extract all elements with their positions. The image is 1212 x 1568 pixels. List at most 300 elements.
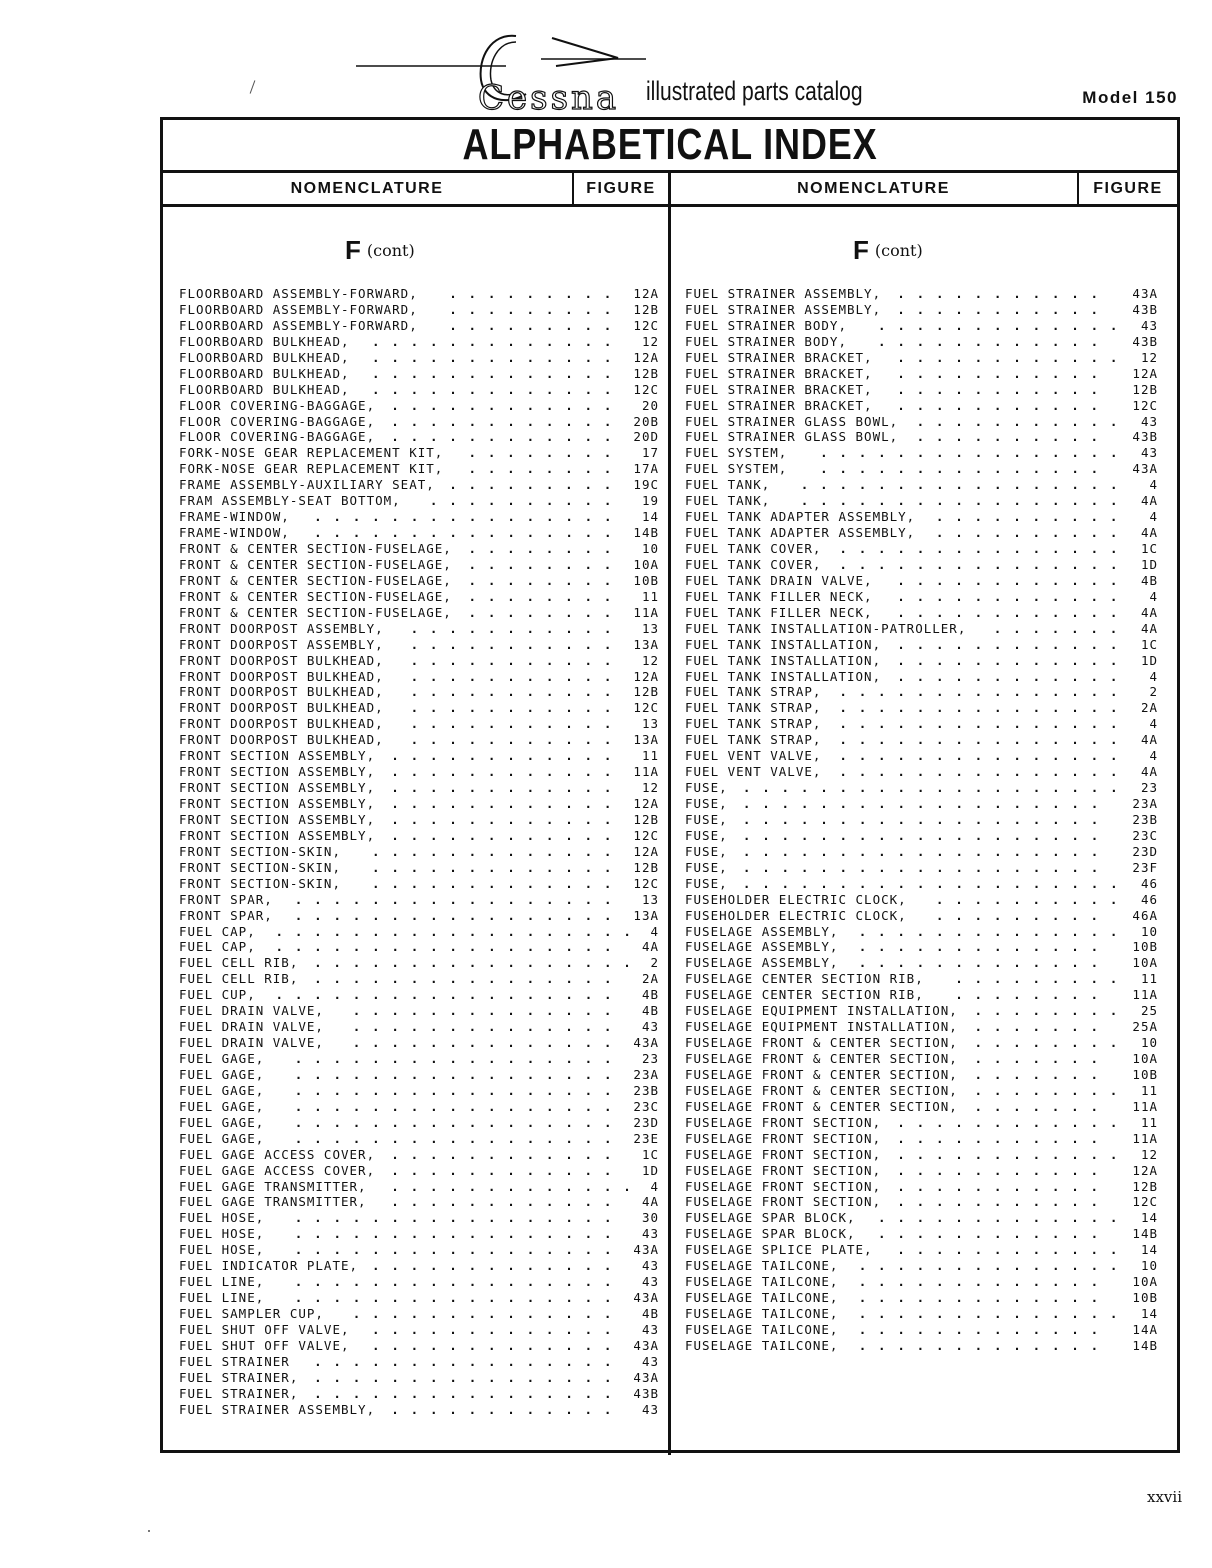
- index-entry: [179, 748, 659, 764]
- leader-dots: .................: [294, 1098, 624, 1114]
- entry-nomenclature: FUSELAGE FRONT & CENTER SECTION,: [685, 1051, 958, 1066]
- entry-nomenclature: FUEL TANK COVER,: [685, 556, 822, 572]
- entry-figure: 23E: [633, 1130, 659, 1146]
- entry-figure: 10A: [1132, 1274, 1158, 1290]
- leader-dots: ............: [391, 780, 624, 796]
- entry-nomenclature: FUSELAGE ASSEMBLY,: [685, 939, 839, 955]
- entry-figure: 14B: [1132, 1337, 1158, 1353]
- entry-figure: 12: [641, 780, 659, 796]
- entry-nomenclature: FUSELAGE TAILCONE,: [685, 1321, 839, 1337]
- entry-nomenclature: FUEL STRAINER BRACKET,: [685, 381, 873, 397]
- leader-dots: .................: [294, 1210, 624, 1226]
- index-entry: [685, 461, 1158, 477]
- leader-dots: ............: [897, 636, 1130, 652]
- leader-dots: .............: [858, 1274, 1110, 1290]
- leader-dots: ............: [391, 429, 624, 445]
- entry-figure: 12A: [1132, 1162, 1158, 1178]
- leader-dots: .........: [449, 477, 624, 493]
- entry-figure: 12: [1140, 1146, 1158, 1162]
- index-entry: [685, 971, 1158, 987]
- index-entry: [179, 493, 659, 509]
- leader-dots: ........: [468, 445, 624, 461]
- entry-nomenclature: FRONT & CENTER SECTION-FUSELAGE,: [179, 588, 452, 604]
- index-entry: [685, 1035, 1158, 1051]
- leader-dots: .............: [858, 955, 1110, 971]
- index-entry: [685, 621, 1158, 637]
- leader-dots: ...........: [410, 668, 624, 684]
- index-entry: [179, 1163, 659, 1179]
- right-nomenclature-header: NOMENCLATURE: [797, 180, 950, 197]
- index-entry: [685, 780, 1158, 796]
- entry-nomenclature: FRONT & CENTER SECTION-FUSELAGE,: [179, 604, 452, 620]
- entry-nomenclature: FRAM ASSEMBLY-SEAT BOTTOM,: [179, 493, 401, 509]
- entry-nomenclature: FUEL GAGE,: [179, 1051, 265, 1066]
- entry-figure: 4A: [1140, 525, 1158, 541]
- entry-nomenclature: FUEL GAGE,: [179, 1066, 265, 1082]
- leader-dots: .......: [974, 1098, 1110, 1114]
- entry-nomenclature: FRONT & CENTER SECTION-FUSELAGE,: [179, 572, 452, 588]
- entry-figure: 46A: [1132, 907, 1158, 923]
- leader-dots: .........: [449, 286, 624, 301]
- entry-figure: 4: [1149, 477, 1158, 493]
- entry-nomenclature: FUEL SHUT OFF VALVE,: [179, 1321, 350, 1337]
- column-divider: [668, 173, 671, 1455]
- index-entry: [179, 1115, 659, 1131]
- right-section-note: (cont): [874, 241, 923, 260]
- entry-figure: 23: [1140, 780, 1158, 796]
- entry-figure: 17: [641, 445, 659, 461]
- entry-nomenclature: FUSEHOLDER ELECTRIC CLOCK,: [685, 907, 907, 923]
- index-entry: [179, 955, 659, 971]
- index-entry: [685, 1003, 1158, 1019]
- entry-figure: 12A: [633, 286, 659, 301]
- leader-dots: .............: [372, 843, 624, 859]
- leader-dots: ................: [314, 1353, 624, 1369]
- index-entry: [179, 286, 659, 302]
- entry-figure: 12B: [633, 684, 659, 700]
- leader-dots: ..........: [935, 525, 1130, 541]
- entry-nomenclature: FUSELAGE TAILCONE,: [685, 1337, 839, 1353]
- entry-nomenclature: FUEL SAMPLER CUP,: [179, 1306, 324, 1321]
- entry-figure: 4: [1149, 509, 1158, 525]
- entry-nomenclature: FUSELAGE FRONT & CENTER SECTION,: [685, 1035, 958, 1051]
- leader-dots: ...........: [410, 636, 624, 652]
- index-entry: [179, 939, 659, 955]
- leader-dots: .................: [294, 1274, 624, 1290]
- entry-figure: 17A: [633, 461, 659, 477]
- index-entry: [179, 557, 659, 573]
- leader-dots: ....................: [742, 780, 1130, 796]
- index-entry: [179, 445, 659, 461]
- leader-dots: ...............: [839, 700, 1130, 716]
- entry-nomenclature: FUSELAGE SPLICE PLATE,: [685, 1242, 873, 1258]
- entry-figure: 23B: [633, 1082, 659, 1098]
- index-entry: [179, 844, 659, 860]
- entry-figure: 25: [1140, 1003, 1158, 1019]
- entry-nomenclature: FLOOR COVERING-BAGGAGE,: [179, 397, 376, 413]
- leader-dots: ..........: [916, 429, 1110, 445]
- index-entry: [685, 1290, 1158, 1306]
- leader-dots: ............: [391, 827, 624, 843]
- index-entry: [685, 1131, 1158, 1147]
- index-entry: [685, 669, 1158, 685]
- entry-nomenclature: FUEL TANK DRAIN VALVE,: [685, 572, 873, 588]
- index-entry: [685, 477, 1158, 493]
- entry-figure: 14A: [1132, 1321, 1158, 1337]
- index-entry: [685, 1099, 1158, 1115]
- index-entry: [179, 525, 659, 541]
- index-entry: [685, 1179, 1158, 1195]
- index-entry: [685, 796, 1158, 812]
- index-entry: [685, 1067, 1158, 1083]
- index-entry: [685, 812, 1158, 828]
- entry-nomenclature: FUEL HOSE,: [179, 1226, 265, 1242]
- entry-figure: 10B: [1132, 939, 1158, 955]
- entry-figure: 2: [650, 955, 659, 971]
- entry-nomenclature: FLOORBOARD ASSEMBLY-FORWARD,: [179, 301, 418, 317]
- brand-wordmark: Cessna: [478, 78, 620, 118]
- entry-nomenclature: FUEL LINE,: [179, 1274, 265, 1290]
- index-entry: [179, 302, 659, 318]
- entry-nomenclature: FUSE,: [685, 827, 728, 843]
- entry-figure: 43B: [633, 1385, 659, 1401]
- entry-nomenclature: FRONT DOORPOST BULKHEAD,: [179, 716, 384, 732]
- entry-nomenclature: FUEL TANK STRAP,: [685, 684, 822, 700]
- leader-dots: ............: [391, 1146, 624, 1162]
- entry-nomenclature: FUSELAGE FRONT SECTION,: [685, 1194, 882, 1210]
- leader-dots: ..............: [352, 1003, 624, 1019]
- right-index-list: [685, 286, 1158, 1354]
- index-entry: [685, 334, 1158, 350]
- entry-figure: 12A: [633, 349, 659, 365]
- entry-nomenclature: FUEL DRAIN VALVE,: [179, 1003, 324, 1019]
- entry-nomenclature: FUEL TANK COVER,: [685, 541, 822, 556]
- index-entry: [685, 414, 1158, 430]
- entry-figure: 30: [641, 1210, 659, 1226]
- entry-nomenclature: FLOORBOARD ASSEMBLY-FORWARD,: [179, 317, 418, 333]
- entry-nomenclature: FUSE,: [685, 859, 728, 875]
- entry-nomenclature: FUEL STRAINER BRACKET,: [685, 365, 873, 381]
- entry-nomenclature: FRONT SECTION-SKIN,: [179, 875, 341, 891]
- index-entry: [685, 876, 1158, 892]
- entry-figure: 1C: [1140, 636, 1158, 652]
- index-entry: [685, 541, 1158, 557]
- index-entry: [685, 605, 1158, 621]
- entry-nomenclature: FUEL CELL RIB,: [179, 971, 299, 987]
- leader-dots: ...........: [410, 652, 624, 668]
- entry-nomenclature: FUEL CELL RIB,: [179, 955, 299, 971]
- index-entry: [179, 334, 659, 350]
- index-entry: [179, 350, 659, 366]
- leader-dots: ................: [314, 1385, 624, 1401]
- leader-dots: ...............: [839, 556, 1130, 572]
- index-entry: [685, 1210, 1158, 1226]
- entry-figure: 19C: [633, 477, 659, 493]
- entry-nomenclature: FUEL STRAINER ASSEMBLY,: [685, 286, 882, 301]
- leader-dots: .............: [858, 1290, 1110, 1306]
- entry-figure: 12B: [1132, 381, 1158, 397]
- entry-nomenclature: FLOORBOARD BULKHEAD,: [179, 381, 350, 397]
- leader-dots: ...........: [410, 700, 624, 716]
- leader-dots: ............: [878, 1226, 1110, 1242]
- index-entry: [179, 1019, 659, 1035]
- entry-figure: 12C: [1132, 1194, 1158, 1210]
- leader-dots: ...........: [410, 684, 624, 700]
- index-entry: [179, 892, 659, 908]
- entry-nomenclature: FRAME-WINDOW,: [179, 525, 290, 541]
- index-entry: [179, 684, 659, 700]
- index-entry: [685, 1242, 1158, 1258]
- leader-dots: .......: [974, 1051, 1110, 1066]
- entry-figure: 43A: [633, 1290, 659, 1306]
- entry-nomenclature: FUEL VENT VALVE,: [685, 764, 822, 780]
- leader-dots: ...............: [839, 764, 1130, 780]
- entry-nomenclature: FUSELAGE FRONT SECTION,: [685, 1178, 882, 1194]
- entry-figure: 14: [1140, 1306, 1158, 1321]
- index-entry: [179, 971, 659, 987]
- entry-nomenclature: FUEL TANK INSTALLATION,: [685, 636, 882, 652]
- entry-nomenclature: FUSELAGE TAILCONE,: [685, 1306, 839, 1321]
- leader-dots: ...............: [839, 684, 1130, 700]
- entry-figure: 10A: [633, 556, 659, 572]
- entry-nomenclature: FRONT SECTION ASSEMBLY,: [179, 827, 376, 843]
- entry-nomenclature: FRONT & CENTER SECTION-FUSELAGE,: [179, 541, 452, 556]
- index-entry: [685, 429, 1158, 445]
- entry-figure: 43: [641, 1274, 659, 1290]
- entry-figure: 19: [641, 493, 659, 509]
- leader-dots: ...............: [839, 732, 1130, 748]
- entry-nomenclature: FRONT DOORPOST ASSEMBLY,: [179, 636, 384, 652]
- entry-nomenclature: FRONT DOORPOST BULKHEAD,: [179, 732, 384, 748]
- index-entry: [685, 908, 1158, 924]
- index-entry: [179, 653, 659, 669]
- leader-dots: ........: [468, 556, 624, 572]
- entry-nomenclature: FRONT SPAR,: [179, 891, 273, 907]
- leader-dots: ..................: [275, 939, 624, 955]
- entry-nomenclature: FUSELAGE ASSEMBLY,: [685, 955, 839, 971]
- entry-nomenclature: FUEL DRAIN VALVE,: [179, 1035, 324, 1051]
- leader-dots: .................: [314, 955, 643, 971]
- leader-dots: ............: [897, 668, 1130, 684]
- index-entry: [685, 557, 1158, 573]
- entry-nomenclature: FRONT SECTION-SKIN,: [179, 843, 341, 859]
- leader-dots: ...............: [839, 748, 1130, 764]
- leader-dots: .................: [800, 477, 1130, 493]
- leader-dots: ................: [314, 509, 624, 525]
- entry-nomenclature: FUEL TANK INSTALLATION,: [685, 652, 882, 668]
- entry-figure: 12: [1140, 349, 1158, 365]
- index-entry: [179, 1274, 659, 1290]
- entry-figure: 43: [1140, 445, 1158, 461]
- leader-dots: ..........: [935, 509, 1130, 525]
- entry-figure: 4A: [1140, 604, 1158, 620]
- entry-nomenclature: FUSELAGE FRONT SECTION,: [685, 1114, 882, 1130]
- entry-figure: 11A: [1132, 987, 1158, 1003]
- entry-figure: 43: [641, 1226, 659, 1242]
- entry-nomenclature: FUEL STRAINER BODY,: [685, 317, 847, 333]
- entry-nomenclature: FRONT SECTION ASSEMBLY,: [179, 748, 376, 764]
- entry-nomenclature: FUEL TANK FILLER NECK,: [685, 588, 873, 604]
- entry-nomenclature: FUEL GAGE TRANSMITTER,: [179, 1178, 367, 1194]
- entry-nomenclature: FRONT SPAR,: [179, 907, 273, 923]
- entry-nomenclature: FRONT DOORPOST BULKHEAD,: [179, 700, 384, 716]
- leader-dots: ...........: [897, 286, 1110, 301]
- entry-nomenclature: FUEL STRAINER,: [179, 1385, 299, 1401]
- index-entry: [685, 1051, 1158, 1067]
- leader-dots: ................: [314, 1369, 624, 1385]
- entry-figure: 23A: [633, 1066, 659, 1082]
- leader-dots: ........: [468, 588, 624, 604]
- entry-nomenclature: FUEL TANK ADAPTER ASSEMBLY,: [685, 509, 916, 525]
- entry-figure: 4A: [641, 939, 659, 955]
- index-entry: [179, 382, 659, 398]
- index-entry: [685, 509, 1158, 525]
- index-entry: [685, 716, 1158, 732]
- entry-nomenclature: FORK-NOSE GEAR REPLACEMENT KIT,: [179, 461, 444, 477]
- index-entry: [179, 1051, 659, 1067]
- index-entry: [685, 302, 1158, 318]
- index-entry: [685, 732, 1158, 748]
- index-entry: [179, 366, 659, 382]
- entry-nomenclature: FUSELAGE TAILCONE,: [685, 1258, 839, 1274]
- index-entry: [685, 366, 1158, 382]
- index-entry: [685, 1019, 1158, 1035]
- entry-nomenclature: FLOORBOARD BULKHEAD,: [179, 333, 350, 349]
- entry-nomenclature: FRONT SECTION ASSEMBLY,: [179, 780, 376, 796]
- leader-dots: ............: [391, 1401, 624, 1417]
- leader-dots: .......: [974, 1066, 1110, 1082]
- entry-nomenclature: FRONT DOORPOST BULKHEAD,: [179, 668, 384, 684]
- entry-figure: 43: [641, 1353, 659, 1369]
- entry-figure: 23: [641, 1051, 659, 1066]
- entry-nomenclature: FRONT DOORPOST ASSEMBLY,: [179, 620, 384, 636]
- entry-nomenclature: FUEL STRAINER GLASS BOWL,: [685, 429, 899, 445]
- leader-dots: ...................: [742, 796, 1111, 811]
- index-frame: [160, 117, 1180, 1453]
- leader-dots: ............: [391, 1162, 624, 1178]
- entry-figure: 23B: [1132, 811, 1158, 827]
- entry-figure: 43A: [1132, 286, 1158, 301]
- entry-nomenclature: FUEL TANK FILLER NECK,: [685, 604, 873, 620]
- leader-dots: ............: [391, 1194, 624, 1210]
- leader-dots: .................: [294, 1051, 624, 1066]
- index-entry: [179, 1147, 659, 1163]
- entry-figure: 43A: [633, 1337, 659, 1353]
- entry-nomenclature: FUSE,: [685, 843, 728, 859]
- leader-dots: .................: [294, 1226, 624, 1242]
- entry-figure: 12C: [633, 875, 659, 891]
- leader-dots: ........: [955, 987, 1110, 1003]
- entry-nomenclature: FUSELAGE SPAR BLOCK,: [685, 1210, 856, 1226]
- index-entry: [179, 669, 659, 685]
- index-entry: [179, 637, 659, 653]
- left-figure-header: FIGURE: [586, 180, 656, 197]
- leader-dots: .............: [391, 1178, 643, 1194]
- entry-nomenclature: FUSELAGE EQUIPMENT INSTALLATION,: [685, 1003, 958, 1019]
- entry-figure: 10B: [633, 572, 659, 588]
- entry-nomenclature: FUEL GAGE,: [179, 1130, 265, 1146]
- entry-figure: 14B: [1132, 1226, 1158, 1242]
- entry-nomenclature: FUEL GAGE ACCESS COVER,: [179, 1146, 376, 1162]
- left-section-note: (cont): [366, 241, 415, 260]
- catalog-title: illustrated parts catalog: [646, 76, 863, 106]
- entry-nomenclature: FUSELAGE FRONT SECTION,: [685, 1146, 882, 1162]
- index-entry: [179, 1370, 659, 1386]
- entry-figure: 12B: [633, 811, 659, 827]
- entry-figure: 4: [650, 923, 659, 939]
- leader-dots: ...........: [410, 716, 624, 732]
- index-entry: [685, 939, 1158, 955]
- entry-figure: 43B: [1132, 301, 1158, 317]
- entry-figure: 11A: [1132, 1130, 1158, 1146]
- entry-figure: 12B: [1132, 1178, 1158, 1194]
- entry-figure: 46: [1140, 875, 1158, 891]
- leader-dots: .............: [372, 1321, 624, 1337]
- page-number: xxvii: [1147, 1488, 1182, 1506]
- entry-nomenclature: FUSELAGE FRONT & CENTER SECTION,: [685, 1082, 958, 1098]
- entry-figure: 4: [650, 1178, 659, 1194]
- leader-dots: ........: [974, 1035, 1130, 1051]
- leader-dots: .........: [955, 971, 1130, 987]
- leader-dots: ............: [897, 572, 1130, 588]
- leader-dots: .............: [858, 1337, 1110, 1353]
- leader-dots: .............: [878, 317, 1130, 333]
- index-entry: [179, 1290, 659, 1306]
- index-entry: [179, 1179, 659, 1195]
- entry-figure: 2: [1149, 684, 1158, 700]
- entry-nomenclature: FUSELAGE TAILCONE,: [685, 1274, 839, 1290]
- leader-dots: ...............: [820, 461, 1110, 477]
- entry-figure: 4A: [1140, 732, 1158, 748]
- leader-dots: ............: [897, 588, 1130, 604]
- index-entry: [685, 318, 1158, 334]
- stray-mark: [250, 80, 256, 93]
- index-entry: [685, 1274, 1158, 1290]
- entry-figure: 4B: [641, 987, 659, 1003]
- index-entry: [685, 924, 1158, 940]
- entry-nomenclature: FUEL DRAIN VALVE,: [179, 1019, 324, 1035]
- entry-figure: 12B: [633, 365, 659, 381]
- entry-figure: 25A: [1132, 1019, 1158, 1035]
- leader-dots: ............: [391, 764, 624, 780]
- entry-nomenclature: FRONT SECTION ASSEMBLY,: [179, 811, 376, 827]
- index-entry: [179, 716, 659, 732]
- index-entry: [685, 1322, 1158, 1338]
- index-entry: [685, 493, 1158, 509]
- entry-nomenclature: FUSELAGE FRONT SECTION,: [685, 1130, 882, 1146]
- entry-figure: 43: [1140, 413, 1158, 429]
- index-entry: [179, 1194, 659, 1210]
- index-entry: [685, 860, 1158, 876]
- index-entry: [179, 429, 659, 445]
- index-entry: [179, 1386, 659, 1402]
- entry-figure: 23A: [1132, 796, 1158, 811]
- entry-figure: 14: [1140, 1210, 1158, 1226]
- entry-nomenclature: FUSELAGE FRONT SECTION,: [685, 1162, 882, 1178]
- index-entry: [685, 828, 1158, 844]
- index-entry: [179, 1322, 659, 1338]
- leader-dots: ...........: [897, 381, 1110, 397]
- entry-nomenclature: FUSELAGE ASSEMBLY,: [685, 923, 839, 939]
- leader-dots: .............: [372, 349, 624, 365]
- index-entry: [685, 764, 1158, 780]
- leader-dots: ...................: [742, 843, 1111, 859]
- index-entry: [179, 860, 659, 876]
- leader-dots: .................: [294, 1290, 624, 1306]
- left-section-heading: [345, 235, 415, 266]
- entry-nomenclature: FUEL VENT VALVE,: [685, 748, 822, 764]
- entry-figure: 10: [641, 541, 659, 556]
